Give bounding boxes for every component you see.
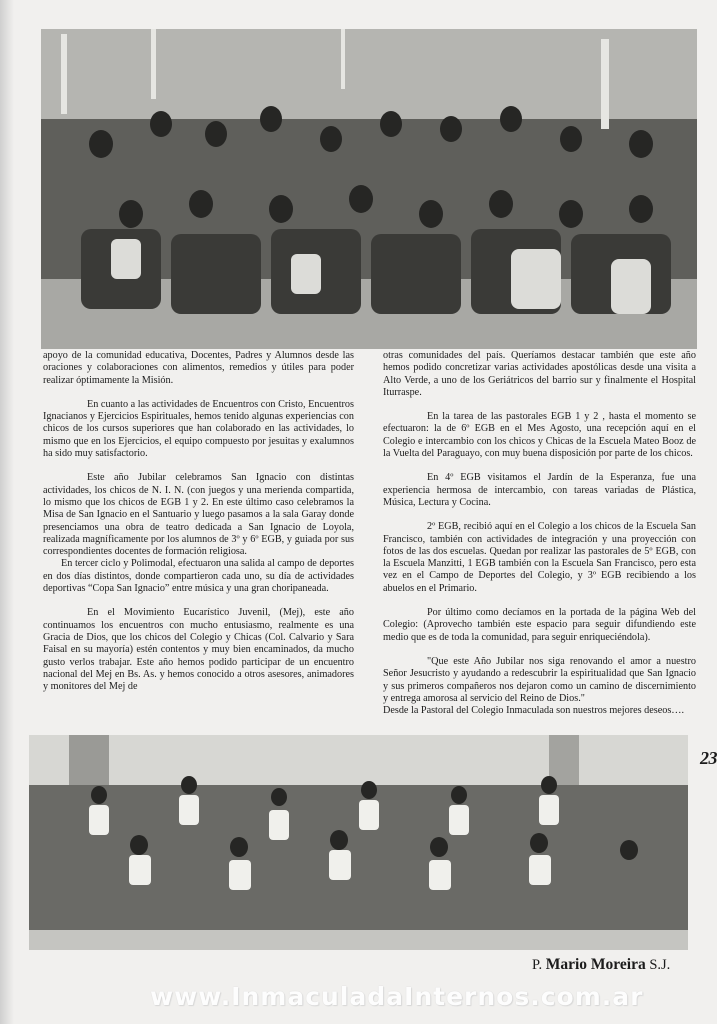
right-paragraph-3: En 4º EGB visitamos el Jardín de la Esperanza, fue una experiencia hermosa de intercambio, con tareas variadas de Plástica, Música, Lectura y Cocina.	[383, 472, 696, 508]
left-paragraph-3: Este año Jubilar celebramos San Ignacio con distintas actividades, los chicos de N. I. N. (con juegos y una merienda compartida, lo mismo que los chicos de EGB 1 y 2. En este último caso celebramos la Misa de San Ignacio en el Santuario y luego pasamos a la sala Garay donde presenciamos una obra de teatro dedicada a San Ignacio de Loyola, realizada magníficamente por los alumnos de 3º y 6º EGB, y guiada por sus correspondientes docentes de formación religiosa.	[43, 472, 354, 558]
right-paragraph-4: 2º EGB, recibió aquí en el Colegio a los chicos de la Escuela San Francisco, también con actividades de integración y una proyección con fotos de las dos escuelas. Quedan por realizar las pastorales de 5º EGB, con la Escuela Manzitti, 1 EGB también con la Escuela San Francisco, pero esta vez en el Campo de Deportes del Colegio, y 3º EGB recibiendo a los abuelos en el Primario.	[383, 521, 696, 594]
group-photo-top-image	[41, 29, 697, 349]
left-paragraph-1: apoyo de la comunidad educativa, Docentes, Padres y Alumnos desde las oraciones y colaboraciones con alimentos, remedios y útiles para poder realizar óptimamente la Misión.	[43, 350, 354, 386]
signature-suffix: S.J.	[649, 957, 671, 973]
group-photo-bottom-image	[29, 735, 688, 950]
group-photo-top	[41, 29, 697, 349]
left-paragraph-5: En el Movimiento Eucarístico Juvenil, (Mej), este año continuamos los encuentros con mucho entusiasmo, realmente es una Gracia de Dios, que los chicos del Colegio y Chicas (Col. Calvario y Sara Faisal en su mayoría) estén contentos y muy bien encaminados, da mucho gusto verlos trabajar. Este año hemos podido participar de un encuentro nacional del Mej en Bs. As. y hemos conocido a otros asesores, animadores y monitores del Mej de	[43, 607, 354, 693]
right-paragraph-6: "Que este Año Jubilar nos siga renovando el amor a nuestro Señor Jesucristo y ayudando a redescubrir la espiritualidad que San Ignacio y sus primeros compañeros nos dejaron como un camino de discernimiento y entrega amorosa al servicio del Reino de Dios."	[383, 655, 696, 704]
text-column-left	[43, 350, 354, 705]
signature-name: Mario Moreira	[545, 956, 646, 973]
text-column-right	[383, 350, 696, 729]
right-paragraph-2: En la tarea de las pastorales EGB 1 y 2 , hasta el momento se efectuaron: la de 6º EGB en el Mes Agosto, una recepción aquí en el Colegio e intercambio con los chicos y Chicas de la Escuela Mateo Booz de la Vuelta del Paraguayo, con muy buena disposición por parte de los chicos.	[383, 411, 696, 460]
right-paragraph-1: otras comunidades del país. Queríamos destacar también que este año hemos podido concretizar varias actividades apostólicas desde una visita a Alto Verde, a uno de los Geriátricos del barrio sur y finalmente el Hospital Iturraspe.	[383, 350, 696, 398]
website-watermark: www.InmaculadaInternos.com.ar	[150, 982, 644, 1011]
author-signature	[532, 956, 670, 974]
right-paragraph-5: Por último como decíamos en la portada de la página Web del Colegio: (Aprovecho también este espacio para seguir difundiendo este medio que es de toda la comunidad, para seguir enriqueciéndola).	[383, 607, 696, 643]
signature-prefix: P.	[532, 957, 543, 973]
left-paragraph-4: En tercer ciclo y Polimodal, efectuaron una salida al campo de deportes en dos días distintos, donde compartieron cada uno, su día de actividades deportivas “Copa San Ignacio” entre música y una gran choripaneada.	[43, 558, 354, 595]
page-edge-shadow	[0, 0, 14, 1024]
page-number: 23	[700, 748, 717, 768]
left-paragraph-2: En cuanto a las actividades de Encuentros con Cristo, Encuentros Ignacianos y Ejercicios Espirituales, hemos tenido algunas experiencias con chicos de los cursos superiores que han colaborado en las actividades, lo mismo que en los Ejercicios, el equipo compuesto por jesuitas y exalumnos ha sido muy satisfactorio.	[43, 398, 354, 460]
group-photo-bottom	[29, 735, 688, 950]
right-paragraph-7: Desde la Pastoral del Colegio Inmaculada son nuestros mejores deseos….	[383, 705, 685, 717]
